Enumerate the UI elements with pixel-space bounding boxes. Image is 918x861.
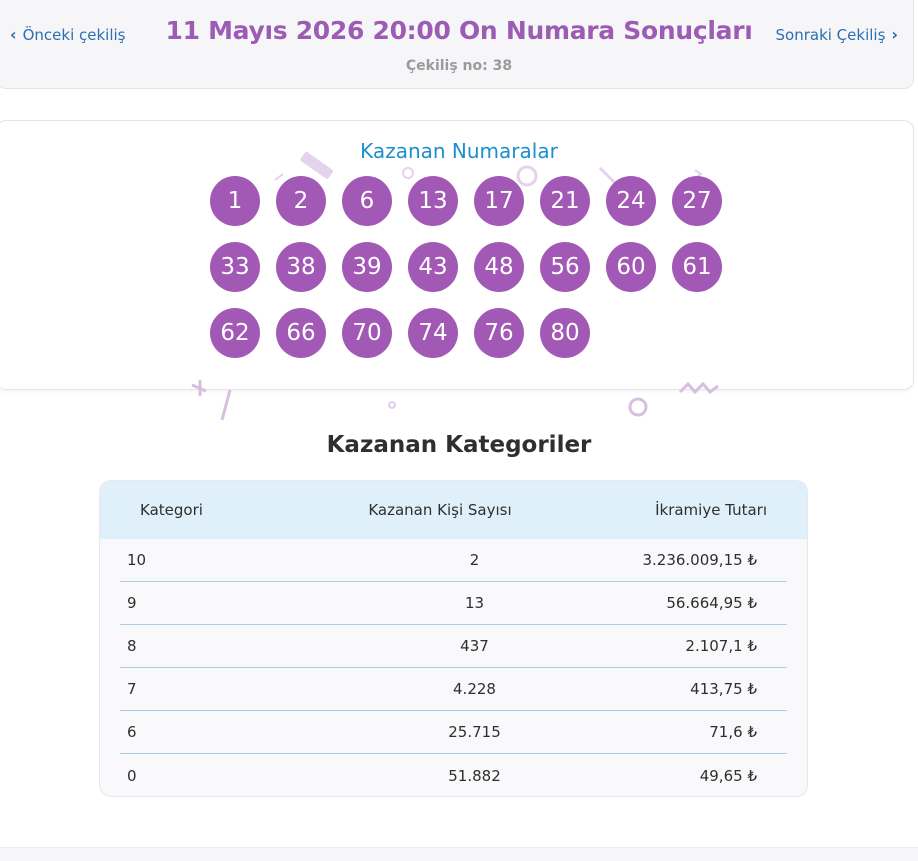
number-ball: 27 [672,176,722,226]
next-draw-link[interactable] [776,26,899,44]
number-ball: 24 [606,176,656,226]
table-row [120,754,787,797]
cell-winners: 437 [460,637,489,655]
prize-amount: 71,6 [709,723,743,741]
cell-prize [589,637,787,655]
number-ball: 38 [276,242,326,292]
number-ball: 33 [210,242,260,292]
currency-symbol: ₺ [747,637,757,655]
number-ball: 48 [474,242,524,292]
number-ball: 62 [210,308,260,358]
cell-prize [589,767,787,785]
categories-table [99,480,808,797]
number-ball: 21 [540,176,590,226]
chevron-left-icon: ‹ [10,25,17,44]
prize-amount: 413,75 [690,680,743,698]
page-footer-strip [0,847,918,861]
draw-number: Çekiliş no: 38 [405,58,513,74]
table-body [100,539,807,797]
header-category: Kategori [140,501,203,519]
currency-symbol: ₺ [747,551,757,569]
number-ball: 17 [474,176,524,226]
categories-title: Kazanan Kategoriler [326,432,592,458]
number-ball: 13 [408,176,458,226]
cell-winners: 13 [464,594,485,612]
number-ball: 76 [474,308,524,358]
number-ball: 39 [342,242,392,292]
number-ball: 61 [672,242,722,292]
header-prize: İkramiye Tutarı [655,501,767,519]
cell-category: 0 [127,766,137,785]
number-balls [210,176,730,358]
number-ball: 70 [342,308,392,358]
currency-symbol: ₺ [747,680,757,698]
cell-prize [589,551,787,569]
cell-prize [589,594,787,612]
number-ball: 6 [342,176,392,226]
number-ball: 1 [210,176,260,226]
table-row [120,668,787,711]
cell-category: 8 [127,637,137,655]
currency-symbol: ₺ [747,766,757,785]
currency-symbol: ₺ [747,723,757,741]
number-ball: 74 [408,308,458,358]
table-row [120,582,787,625]
previous-draw-label: Önceki çekiliş [22,26,126,44]
prize-amount: 49,65 [699,766,743,785]
cell-category: 10 [127,551,147,569]
cell-prize [589,723,787,741]
table-header [100,481,807,539]
winning-numbers-title: Kazanan Numaralar [360,139,558,163]
cell-winners: 51.882 [448,766,501,785]
currency-symbol: ₺ [747,594,757,612]
number-ball: 56 [540,242,590,292]
cell-prize [589,680,787,698]
cell-category: 7 [127,680,137,698]
page-title: 11 Mayıs 2026 20:00 On Numara Sonuçları [165,16,753,45]
number-ball: 43 [408,242,458,292]
prize-amount: 56.664,95 [666,594,743,612]
next-draw-label: Sonraki Çekiliş [775,26,886,44]
number-ball: 60 [606,242,656,292]
number-ball: 2 [276,176,326,226]
table-row [120,539,787,582]
header-winners: Kazanan Kişi Sayısı [368,501,512,519]
number-ball: 66 [276,308,326,358]
cell-winners: 2 [469,551,480,569]
prize-amount: 3.236.009,15 [642,551,743,569]
cell-winners: 4.228 [453,680,496,698]
table-row [120,625,787,668]
prize-amount: 2.107,1 [685,637,743,655]
cell-category: 9 [127,594,137,612]
table-row [120,711,787,754]
cell-category: 6 [127,723,137,741]
number-ball: 80 [540,308,590,358]
chevron-right-icon: › [891,25,898,44]
cell-winners: 25.715 [448,723,501,741]
